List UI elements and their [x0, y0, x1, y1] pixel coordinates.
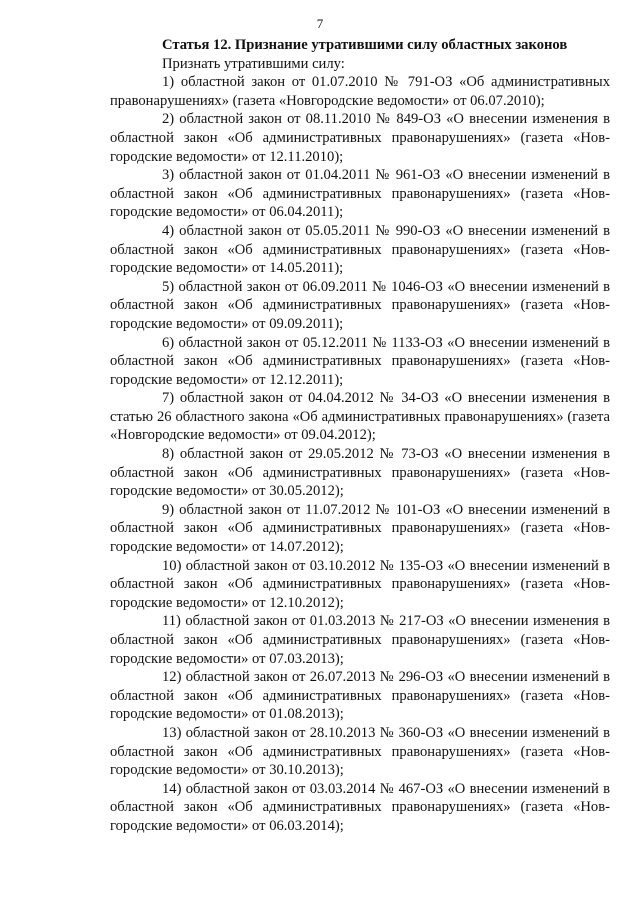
- list-item: 6) областной закон от 05.12.2011 № 1133-ОЗ «О внесении изменений в областной закон «Об административных правонарушениях» (газета «Новгородские ведомости» от 12.12.2011);: [110, 334, 610, 388]
- list-item: 2) областной закон от 08.11.2010 № 849-ОЗ «О внесении изменения в областной закон «Об административных правонарушениях» (газета «Новгородские ведомости» от 12.11.2010);: [110, 111, 610, 165]
- list-item: 4) областной закон от 05.05.2011 № 990-ОЗ «О внесении изменений в областной закон «Об административных правонарушениях» (газета «Новгородские ведомости» от 14.05.2011);: [110, 222, 610, 277]
- list-item: 13) областной закон от 28.10.2013 № 360-ОЗ «О внесении изменений в областной закон «Об административных правонарушениях» (газета «Новгородские ведомости» от 30.10.2013);: [110, 724, 610, 779]
- list-item: 11) областной закон от 01.03.2013 № 217-ОЗ «О внесении изменения в областной закон «Об административных правонарушениях» (газета «Новгородские ведомости» от 07.03.2013);: [110, 613, 610, 667]
- list-item: 14) областной закон от 03.03.2014 № 467-ОЗ «О внесении изменений в областной закон «Об административных правонарушениях» (газета «Новгородские ведомости» от 06.03.2014);: [110, 780, 610, 834]
- list-item: 12) областной закон от 26.07.2013 № 296-ОЗ «О внесении изменений в областной закон «Об административных правонарушениях» (газета «Новгородские ведомости» от 01.08.2013);: [110, 669, 610, 723]
- list-item: 7) областной закон от 04.04.2012 № 34-ОЗ «О внесении изменения в статью 26 областного закона «Об административных правонарушениях» (газета «Новгородские ведомости» от 09.04.2012);: [110, 390, 610, 444]
- list-item: 10) областной закон от 03.10.2012 № 135-ОЗ «О внесении изменений в областной закон «Об административных правонарушениях» (газета «Новгородские ведомости» от 12.10.2012);: [110, 557, 610, 611]
- list-item: 5) областной закон от 06.09.2011 № 1046-ОЗ «О внесении изменений в областной закон «Об административных правонарушениях» (газета «Новгородские ведомости» от 09.09.2011);: [110, 278, 610, 332]
- list-item: 3) областной закон от 01.04.2011 № 961-ОЗ «О внесении изменений в областной закон «Об административных правонарушениях» (газета «Новгородские ведомости» от 06.04.2011);: [110, 167, 610, 221]
- list-item: 8) областной закон от 29.05.2012 № 73-ОЗ «О внесении изменения в областной закон «Об административных правонарушениях» (газета «Новгородские ведомости» от 30.05.2012);: [110, 446, 610, 500]
- article-body: [110, 36, 610, 836]
- page-number: 7: [316, 16, 324, 31]
- article-intro: Признать утратившими силу:: [162, 55, 345, 72]
- repealed-laws-list: [110, 73, 610, 835]
- article-title: Статья 12. Признание утратившими силу областных законов: [162, 37, 568, 53]
- list-item: 9) областной закон от 11.07.2012 № 101-ОЗ «О внесении изменений в областной закон «Об административных правонарушениях» (газета «Новгородские ведомости» от 14.07.2012);: [110, 501, 610, 556]
- list-item: 1) областной закон от 01.07.2010 № 791-ОЗ «Об административных правонарушениях» (газета «Новгородские ведомости» от 06.07.2010);: [110, 74, 610, 109]
